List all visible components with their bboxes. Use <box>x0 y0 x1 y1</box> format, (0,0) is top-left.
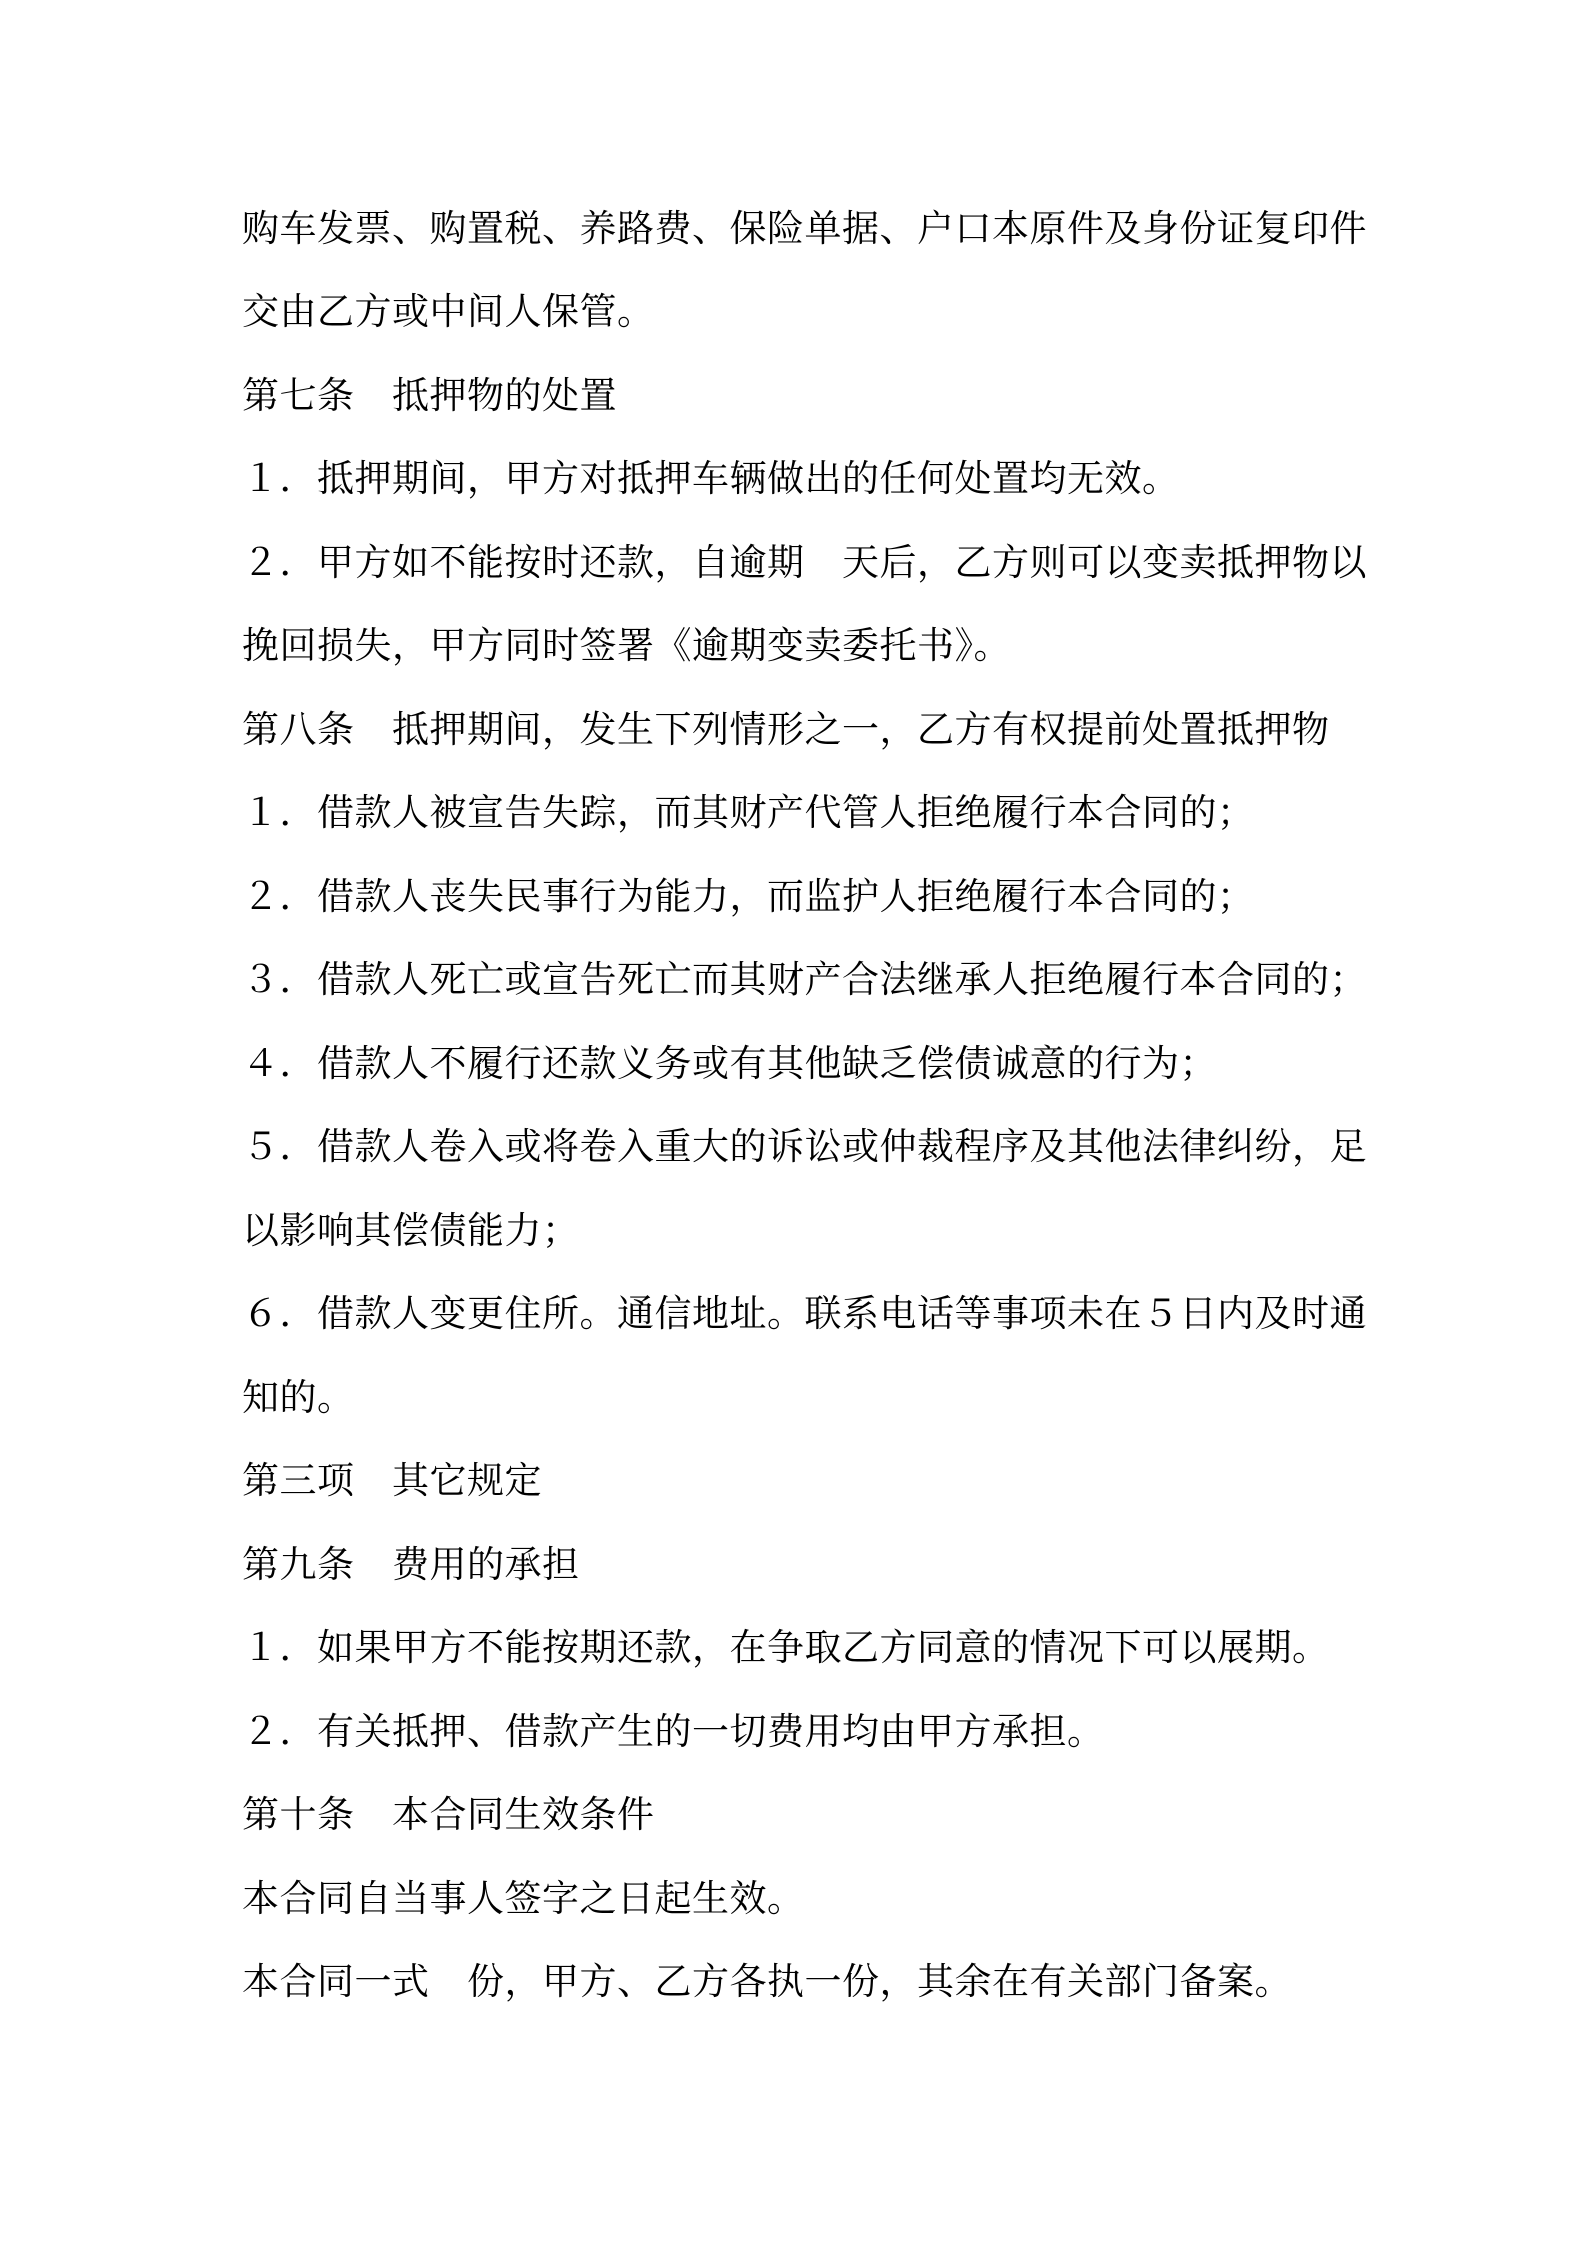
text-line: 挽回损失，甲方同时签署《逾期变卖委托书》。 <box>242 624 1011 667</box>
text-line: ２．有关抵押、借款产生的一切费用均由甲方承担。 <box>242 1710 1105 1753</box>
text-line: 交由乙方或中间人保管。 <box>242 290 655 333</box>
text-line: ２．甲方如不能按时还款，自逾期 天后，乙方则可以变卖抵押物以 <box>242 541 1367 584</box>
text-line: １．借款人被宣告失踪，而其财产代管人拒绝履行本合同的； <box>242 791 1255 834</box>
article-heading: 第九条 费用的承担 <box>242 1543 580 1586</box>
text-line: 本合同自当事人签字之日起生效。 <box>242 1877 805 1920</box>
text-line: 本合同一式 份，甲方、乙方各执一份，其余在有关部门备案。 <box>242 1960 1292 2003</box>
text-line: ６．借款人变更住所。通信地址。联系电话等事项未在５日内及时通 <box>242 1292 1367 1335</box>
text-line: １．抵押期间，甲方对抵押车辆做出的任何处置均无效。 <box>242 457 1180 500</box>
article-heading: 第八条 抵押期间，发生下列情形之一，乙方有权提前处置抵押物 <box>242 708 1330 751</box>
article-heading: 第十条 本合同生效条件 <box>242 1793 655 1836</box>
section-heading: 第三项 其它规定 <box>242 1459 542 1502</box>
text-line: 购车发票、购置税、养路费、保险单据、户口本原件及身份证复印件 <box>242 207 1367 250</box>
text-line: 以影响其偿债能力； <box>242 1209 580 1252</box>
text-line: １．如果甲方不能按期还款，在争取乙方同意的情况下可以展期。 <box>242 1626 1330 1669</box>
text-line: ２．借款人丧失民事行为能力，而监护人拒绝履行本合同的； <box>242 875 1255 918</box>
text-line: 知的。 <box>242 1376 355 1419</box>
article-heading: 第七条 抵押物的处置 <box>242 374 617 417</box>
text-line: ４．借款人不履行还款义务或有其他缺乏偿债诚意的行为； <box>242 1042 1217 1085</box>
text-line: ５．借款人卷入或将卷入重大的诉讼或仲裁程序及其他法律纠纷，足 <box>242 1125 1367 1168</box>
text-line: ３．借款人死亡或宣告死亡而其财产合法继承人拒绝履行本合同的； <box>242 958 1367 1001</box>
